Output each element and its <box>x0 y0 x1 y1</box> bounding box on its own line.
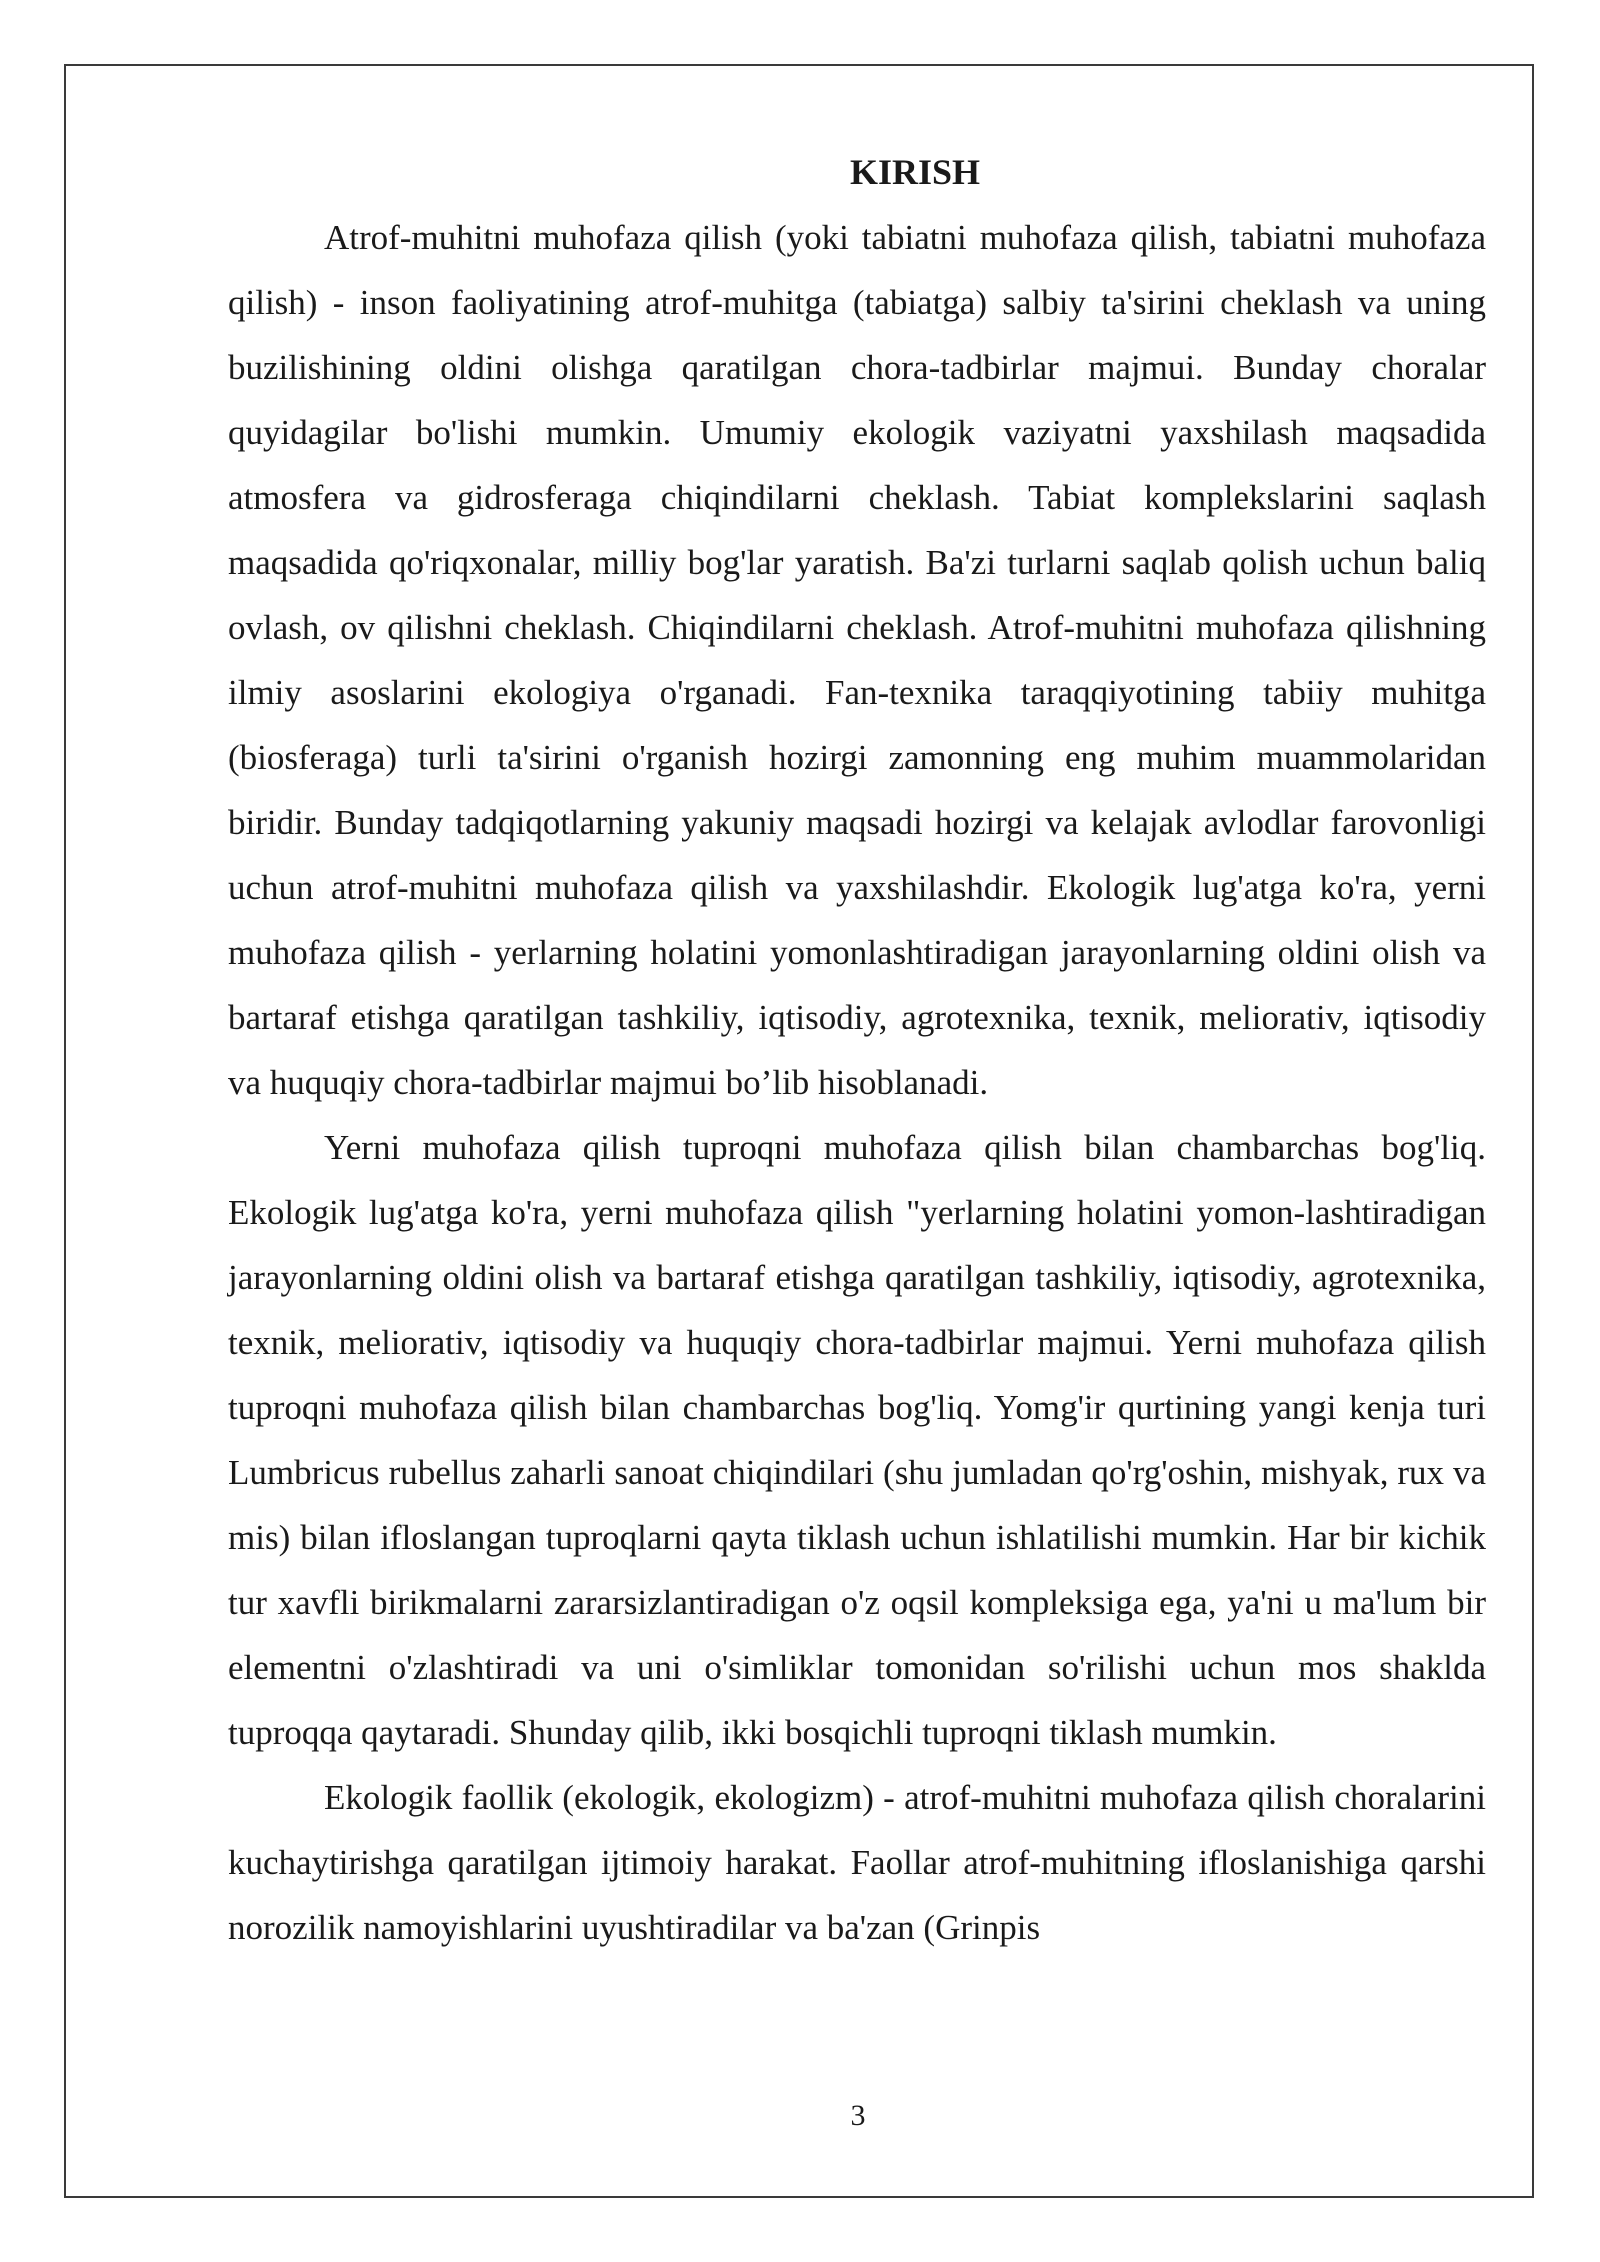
paragraph-2: Yerni muhofaza qilish tuproqni muhofaza qilish bilan chambarchas bog'liq. Ekologik lug'atga ko'ra, yerni muhofaza qilish "yerlarning holatini yomon-lashtiradigan jarayonlarning oldini olish va bartaraf etishga qaratilgan tashkiliy, iqtisodiy, agrotexnika, texnik, meliorativ, iqtisodiy va huquqiy chora-tadbirlar majmui. Yerni muhofaza qilish tuproqni muhofaza qilish bilan chambarchas bog'liq. Yomg'ir qurtining yangi kenja turi Lumbricus rubellus zaharli sanoat chiqindilari (shu jumladan qo'rg'oshin, mishyak, rux va mis) bilan ifloslangan tuproqlarni qayta tiklash uchun ishlatilishi mumkin. Har bir kichik tur xavfli birikmalarni zararsizlantiradigan o'z oqsil kompleksiga ega, ya'ni u ma'lum bir elementni o'zlashtiradi va uni o'simliklar tomonidan so'rilishi uchun mos shaklda tuproqqa qaytaradi. Shunday qilib, ikki bosqichli tuproqni tiklash mumkin. <box>228 1128 1486 1752</box>
document-title: KIRISH <box>849 152 981 192</box>
paragraph-3: Ekologik faollik (ekologik, ekologizm) - atrof-muhitni muhofaza qilish choralarini kuchaytirishga qaratilgan ijtimoiy harakat. Faollar atrof-muhitning ifloslanishiga qarshi norozilik namoyishlarini uyushtiradilar va ba'zan (Grinpis <box>228 1778 1486 1947</box>
page-number: 3 <box>850 2099 866 2132</box>
paragraph-1: Atrof-muhitni muhofaza qilish (yoki tabiatni muhofaza qilish, tabiatni muhofaza qilish) - inson faoliyatining atrof-muhitga (tabiatga) salbiy ta'sirini cheklash va uning buzilishining oldini olishga qaratilgan chora-tadbirlar majmui. Bunday choralar quyidagilar bo'lishi mumkin. Umumiy ekologik vaziyatni yaxshilash maqsadida atmosfera va gidrosferaga chiqindilarni cheklash. Tabiat komplekslarini saqlash maqsadida qo'riqxonalar, milliy bog'lar yaratish. Ba'zi turlarni saqlab qolish uchun baliq ovlash, ov qilishni cheklash. Chiqindilarni cheklash. Atrof-muhitni muhofaza qilishning ilmiy asoslarini ekologiya o'rganadi. Fan-texnika taraqqiyotining tabiiy muhitga (biosferaga) turli ta'sirini o'rganish hozirgi zamonning eng muhim muammolaridan biridir. Bunday tadqiqotlarning yakuniy maqsadi hozirgi va kelajak avlodlar farovonligi uchun atrof-muhitni muhofaza qilish va yaxshilashdir. Ekologik lug'atga ko'ra, yerni muhofaza qilish - yerlarning holatini yomonlashtiradigan jarayonlarning oldini olish va bartaraf etishga qaratilgan tashkiliy, iqtisodiy, agrotexnika, texnik, meliorativ, iqtisodiy va huquqiy chora-tadbirlar majmui bo’lib hisoblanadi. <box>228 218 1486 1102</box>
document-body <box>228 140 1486 1960</box>
